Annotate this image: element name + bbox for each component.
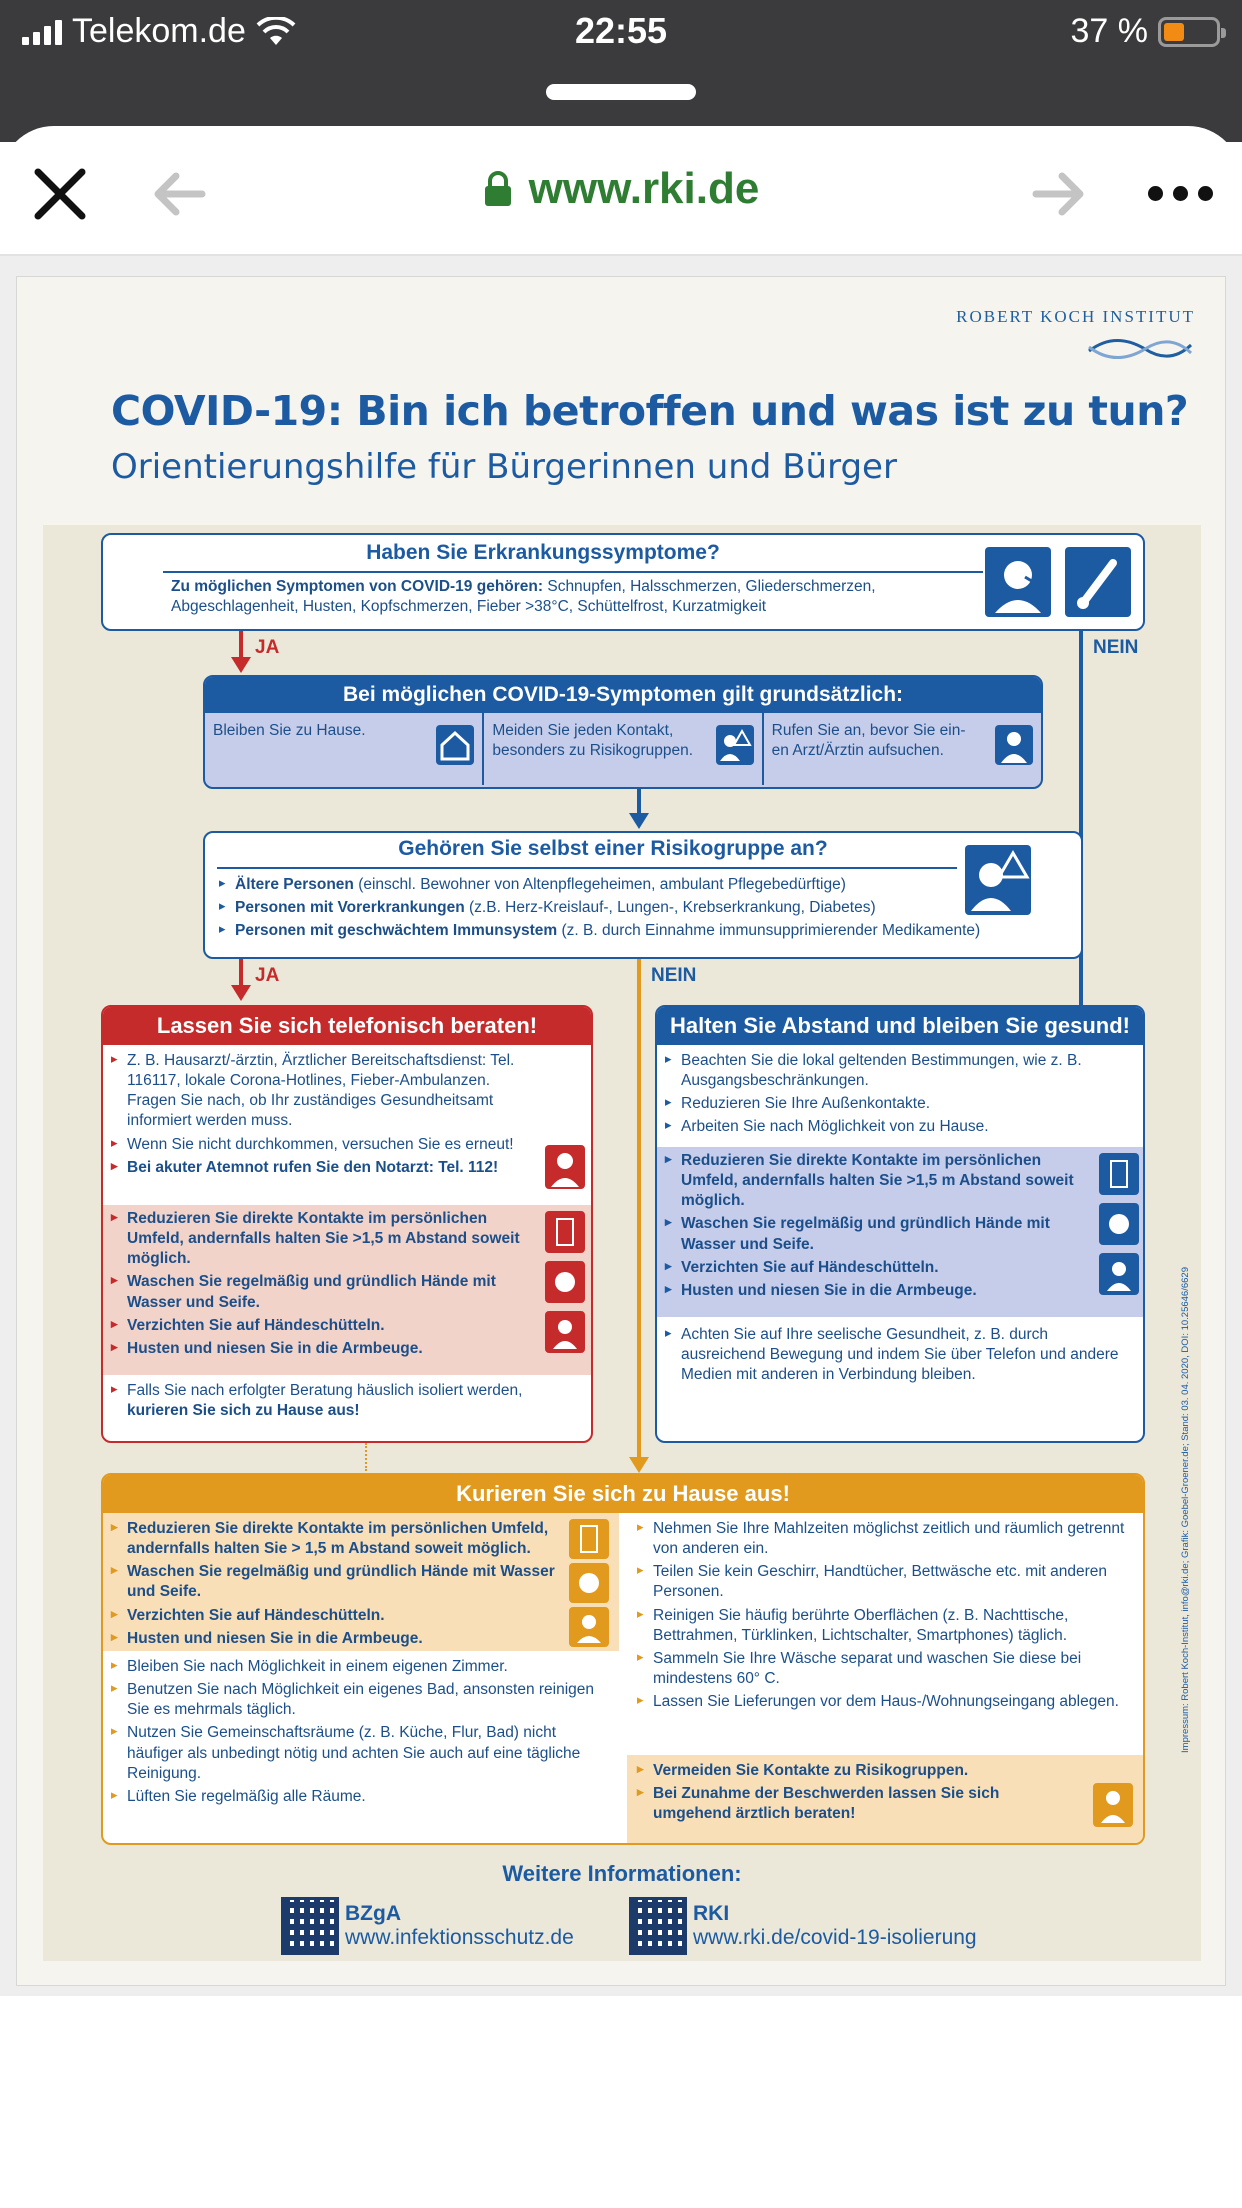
phone-item: ▸ Z. B. Hausarzt/-ärztin, Ärztlicher Bereitschaftsdienst: Tel. 116117, lokale Corona-Hotlines, Fieber-Ambulanzen. Fragen Sie nach, ob Ihr zuständiges Gesundheitsamt informiert werden muss.: [111, 1051, 531, 1132]
symptoms-question-title: Haben Sie Erkrankungssymptome?: [366, 541, 720, 564]
rki-name: RKI: [693, 1902, 730, 1925]
more-icon[interactable]: [1148, 186, 1214, 206]
warning-person-icon: [716, 725, 754, 765]
home-item: ▸ Nehmen Sie Ihre Mahlzeiten möglichst zeitlich und räumlich getrennt von anderen ein.: [637, 1519, 1133, 1559]
yes-arrow-2: [239, 959, 243, 987]
hygiene-item: ▸ Verzichten Sie auf Händeschütteln.: [111, 1606, 559, 1626]
risk-person-icon: [965, 845, 1031, 915]
symptoms-text: Zu möglichen Symptomen von COVID-19 gehören: Schnupfen, Halsschmerzen, Gliederschmerzen, Abgeschlagenheit, Husten, Kopfschmerzen, Fieber >38°C, Schüttelfrost, Kurzatmigkeit: [171, 578, 876, 616]
status-bar: [0, 0, 1242, 62]
home-item: ▸ Reinigen Sie häufig berührte Oberflächen (z. B. Nachttische, Bettrahmen, Türklinken, Lichtschalter, Smartphones) täglich.: [637, 1606, 1133, 1646]
basic-rules-title: Bei möglichen COVID-19-Symptomen gilt grundsätzlich:: [205, 677, 1041, 713]
risk-item: ▸ Personen mit Vorerkrankungen (z.B. Herz-Kreislauf-, Lungen-, Krebserkrankung, Diabetes): [219, 898, 1059, 918]
poster-title: COVID-19: Bin ich betroffen und was ist zu tun?: [111, 387, 1189, 435]
risk-group-box: [203, 831, 1083, 959]
battery-percent: 37 %: [1070, 12, 1148, 50]
distance-icon: [545, 1211, 585, 1253]
browser-sheet: [0, 126, 1242, 2208]
hygiene-item: ▸ Reduzieren Sie direkte Kontakte im persönlichen Umfeld, andernfalls halten Sie >1,5 m Abstand soweit möglich.: [111, 1209, 531, 1269]
distance-icon: [569, 1519, 609, 1559]
thermometer-icon: [1065, 547, 1131, 617]
stay-healthy-box: [655, 1005, 1145, 1443]
hygiene-item: ▸ Husten und niesen Sie in die Armbeuge.: [111, 1629, 559, 1649]
healthy-item: ▸ Beachten Sie die lokal geltenden Bestimmungen, wie z. B. Ausgangsbeschränkungen.: [665, 1051, 1131, 1091]
no-arrow-2: [637, 959, 641, 1459]
sheet-grabber[interactable]: [546, 84, 696, 100]
warning-item: ▸ Vermeiden Sie Kontakte zu Risikogruppen.: [637, 1761, 1077, 1781]
flowchart: [43, 525, 1201, 1961]
lock-icon: [483, 171, 513, 207]
no-handshake-icon: [1099, 1253, 1139, 1295]
url-text: www.rki.de: [528, 164, 760, 213]
hygiene-item: ▸ Husten und niesen Sie in die Armbeuge.: [111, 1339, 531, 1359]
phone-item: ▸ Bei akuter Atemnot rufen Sie den Notarzt: Tel. 112!: [111, 1158, 531, 1178]
doctor-icon: [1093, 1783, 1133, 1827]
risk-item: ▸ Personen mit geschwächtem Immunsystem (z. B. durch Einnahme immunsupprimierender Medikamente): [219, 921, 1059, 941]
rki-link[interactable]: [629, 1897, 977, 1955]
home-item: ▸ Nutzen Sie Gemeinschaftsräume (z. B. Küche, Flur, Bad) nicht häufiger als unbedingt nötig und achten Sie auch auf eine tägliche Reinigung.: [111, 1723, 601, 1783]
no-label-2: NEIN: [651, 965, 697, 986]
rki-logo-icon: [1085, 331, 1195, 367]
home-item: ▸ Bleiben Sie nach Möglichkeit in einem eigenen Zimmer.: [111, 1657, 601, 1677]
battery-icon: [1158, 17, 1220, 47]
arrow-to-risk: [637, 789, 641, 815]
house-icon: [436, 725, 474, 765]
doctor-icon: [995, 725, 1033, 765]
home-care-title: Kurieren Sie sich zu Hause aus!: [103, 1475, 1143, 1513]
home-hygiene-section: [103, 1513, 619, 1651]
yes-label-2: JA: [255, 965, 280, 986]
basic-rules-box: [203, 675, 1043, 789]
home-item: ▸ Sammeln Sie Ihre Wäsche separat und waschen Sie diese bei mindestens 60° C.: [637, 1649, 1133, 1689]
battery: [1071, 12, 1221, 51]
qr-code-icon: [281, 1897, 339, 1955]
phone-advice-list: [103, 1045, 591, 1178]
bzga-url: www.infektionsschutz.de: [345, 1926, 574, 1949]
rki-url: www.rki.de/covid-19-isolierung: [693, 1926, 977, 1949]
qr-code-icon: [629, 1897, 687, 1955]
yes-label-1: JA: [255, 637, 280, 658]
hygiene-item: ▸ Waschen Sie regelmäßig und gründlich Hände mit Wasser und Seife.: [111, 1562, 559, 1602]
basic-rule-3: Rufen Sie an, bevor Sie ein-en Arzt/Ärztin aufsuchen.: [764, 713, 1041, 785]
rki-logo-text: ROBERT KOCH INSTITUT: [956, 307, 1195, 326]
home-care-right-list: [637, 1519, 1133, 1715]
home-item: ▸ Lassen Sie Lieferungen vor dem Haus-/Wohnungseingang ablegen.: [637, 1692, 1133, 1712]
sick-person-icon: [985, 547, 1051, 617]
basic-rule-1: Bleiben Sie zu Hause.: [205, 713, 484, 785]
stay-healthy-title: Halten Sie Abstand und bleiben Sie gesund!: [657, 1007, 1143, 1045]
risk-item: ▸ Ältere Personen (einschl. Bewohner von Altenpflegeheimen, ambulant Pflegebedürftige): [219, 875, 1059, 895]
handwash-icon: [569, 1563, 609, 1603]
stay-healthy-list: [657, 1045, 1143, 1138]
yes-arrow-1: [239, 631, 243, 659]
home-item: ▸ Lüften Sie regelmäßig alle Räume.: [111, 1787, 601, 1807]
healthy-item: ▸ Arbeiten Sie nach Möglichkeit von zu Hause.: [665, 1117, 1131, 1137]
dotted-connector: [365, 1443, 367, 1471]
handwash-icon: [545, 1261, 585, 1303]
bzga-name: BZgA: [345, 1902, 401, 1925]
no-label-1: NEIN: [1093, 637, 1139, 658]
hygiene-item: ▸ Verzichten Sie auf Händeschütteln.: [665, 1258, 1083, 1278]
home-warning-section: [627, 1755, 1145, 1845]
clock: 22:55: [574, 10, 668, 51]
phone-advice-title: Lassen Sie sich telefonisch beraten!: [103, 1007, 591, 1045]
page-blank-area: [0, 1996, 1242, 2208]
poster-subtitle: Orientierungshilfe für Bürgerinnen und Bürger: [111, 447, 897, 487]
hygiene-item: ▸ Husten und niesen Sie in die Armbeuge.: [665, 1281, 1083, 1301]
warning-item: ▸ Bei Zunahme der Beschwerden lassen Sie sich umgehend ärztlich beraten!: [637, 1784, 1077, 1824]
no-handshake-icon: [569, 1607, 609, 1647]
forward-arrow-icon[interactable]: [1032, 170, 1088, 218]
hygiene-item: ▸ Reduzieren Sie direkte Kontakte im persönlichen Umfeld, andernfalls halten Sie >1,5 m Abstand soweit möglich.: [665, 1151, 1083, 1211]
distance-icon: [1099, 1153, 1139, 1195]
hygiene-item: ▸ Waschen Sie regelmäßig und gründlich Hände mit Wasser und Seife.: [665, 1214, 1083, 1254]
imprint-text: Impressum: Robert Koch-Institut, info@rki.de; Grafik: Goebel-Groener.de; Stand: 03. 04. 2020, DOI: 10.25646/6629: [1180, 1267, 1191, 1753]
home-care-box: [101, 1473, 1145, 1845]
phone-isolation-note: ▸ Falls Sie nach erfolgter Beratung häuslich isoliert werden, kurieren Sie sich zu Hause aus!: [111, 1381, 571, 1424]
basic-rule-2: Meiden Sie jeden Kontakt, besonders zu Risikogruppen.: [484, 713, 763, 785]
phone-advice-box: [101, 1005, 593, 1443]
symptoms-question-box: [101, 533, 1145, 631]
page-content[interactable]: [0, 256, 1242, 1996]
home-item: ▸ Benutzen Sie nach Möglichkeit ein eigenes Bad, ansonsten reinigen Sie es mehrmals täglich.: [111, 1680, 601, 1720]
phone-item: ▸ Wenn Sie nicht durchkommen, versuchen Sie es erneut!: [111, 1135, 531, 1155]
carrier-label: Telekom.de: [72, 12, 246, 50]
no-handshake-icon: [545, 1311, 585, 1353]
risk-group-title: Gehören Sie selbst einer Risikogruppe an?: [398, 837, 828, 860]
phone-hygiene-section: [103, 1205, 591, 1375]
healthy-item: ▸ Reduzieren Sie Ihre Außenkontakte.: [665, 1094, 1131, 1114]
hygiene-item: ▸ Verzichten Sie auf Händeschütteln.: [111, 1316, 531, 1336]
emergency-icon: [545, 1145, 585, 1189]
poster-image: [16, 276, 1226, 1986]
more-info-title: Weitere Informationen:: [502, 1861, 742, 1886]
handwash-icon: [1099, 1203, 1139, 1245]
hygiene-item: ▸ Waschen Sie regelmäßig und gründlich Hände mit Wasser und Seife.: [111, 1272, 531, 1312]
rki-logo: [956, 307, 1195, 372]
home-item: ▸ Teilen Sie kein Geschirr, Handtücher, Bettwäsche etc. mit anderen Personen.: [637, 1562, 1133, 1602]
hygiene-item: ▸ Reduzieren Sie direkte Kontakte im persönlichen Umfeld, andernfalls halten Sie > 1,5 m Abstand soweit möglich.: [111, 1519, 559, 1559]
home-care-left-list: [111, 1657, 601, 1810]
mental-health-note: ▸ Achten Sie auf Ihre seelische Gesundheit, z. B. durch ausreichend Bewegung und indem Sie über Telefon und andere Medien mit anderen in Verbindung bleiben.: [665, 1325, 1125, 1388]
healthy-hygiene-section: [657, 1147, 1143, 1317]
bzga-link[interactable]: [281, 1897, 574, 1955]
browser-nav-bar: [0, 126, 1242, 256]
risk-group-list: [219, 875, 1059, 944]
